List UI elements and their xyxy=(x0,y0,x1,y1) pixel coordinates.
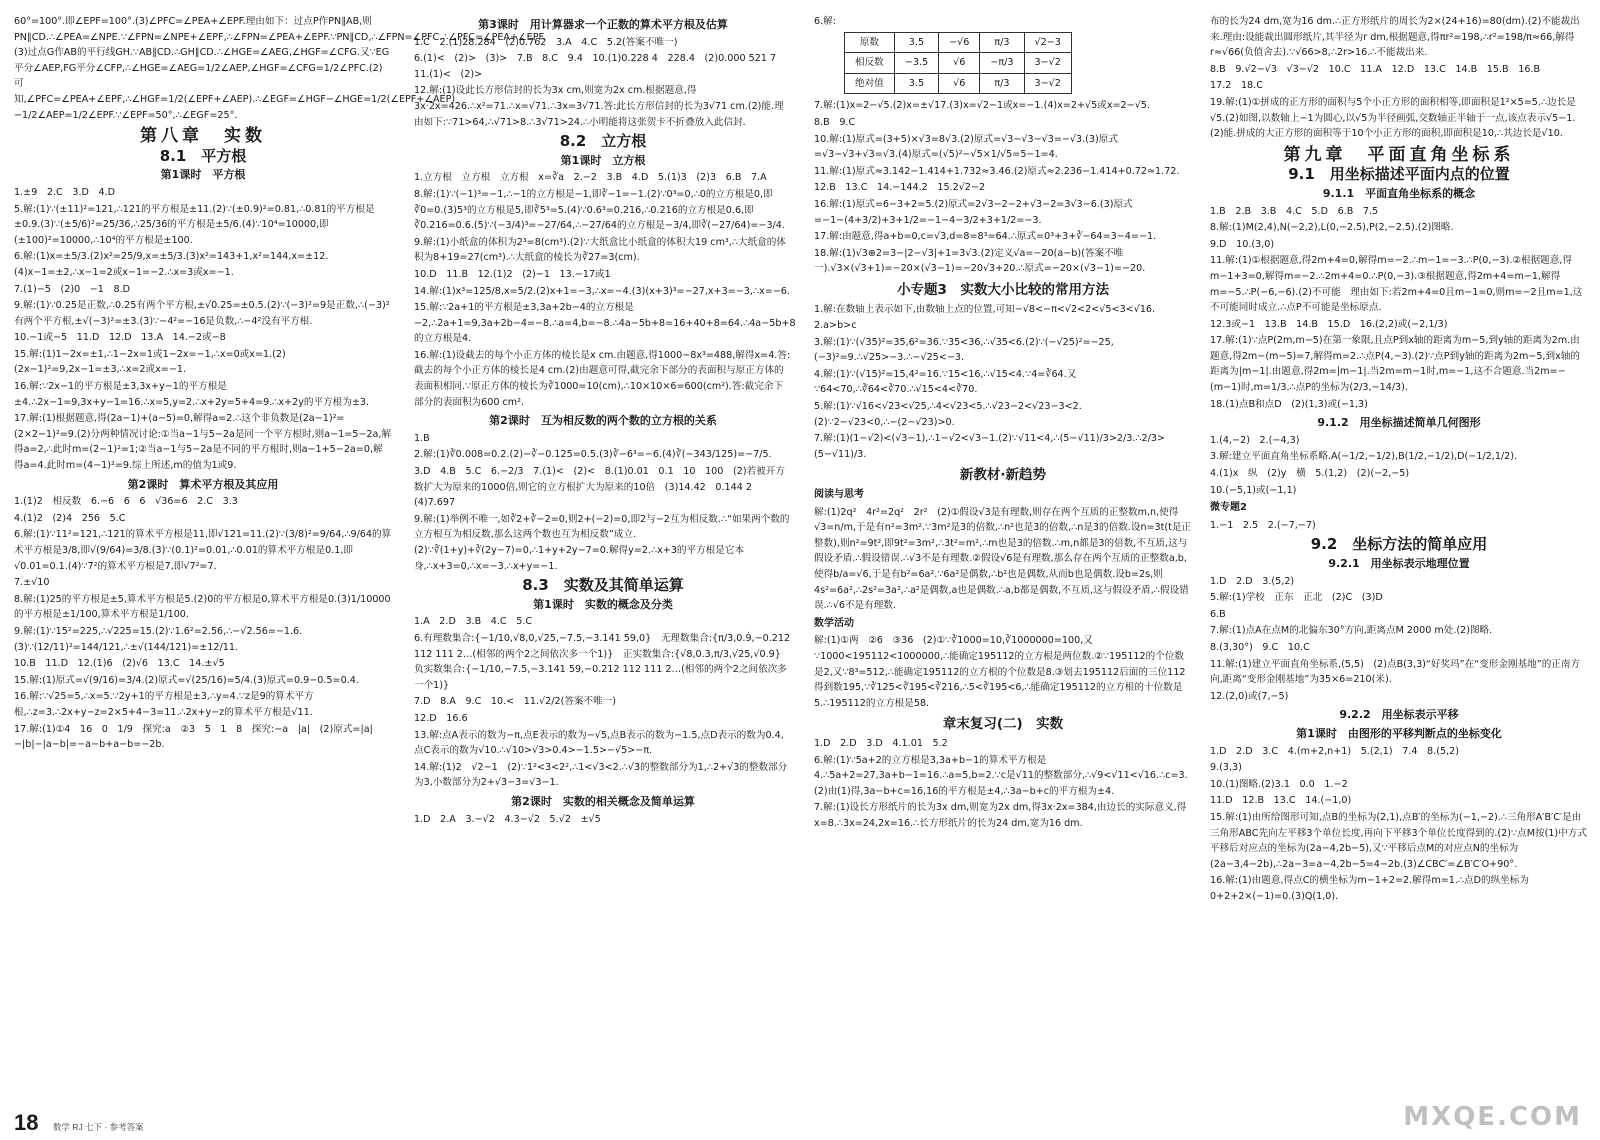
column-2 xyxy=(414,14,796,1094)
answer-paragraph: 10.−1或−5 11.D 12.D 13.A 14.−2或−8 xyxy=(14,332,226,344)
answer-paragraph: 布的长为24 dm,宽为16 dm.∴正方形纸片的周长为2×(24+16)=80(dm).(2)不能裁出来.理由:设能裁出圆形纸片,其半径为r dm,根据题意,得πr²=198,∴r²=198/π≈66,解得r≈√66(负值舍去).∵√66>8,∴2r>16.∴不能裁出来. xyxy=(1210,16,1580,59)
answer-paragraph: 1.D 2.D 3.(5,2) xyxy=(1210,575,1295,587)
answer-paragraph: 11.解:(1)建立平面直角坐标系,(5,5) (2)点B(3,3)“好奖玛”在“变形金刚基地”的正南方向,距离“变形金刚基地”为35×6=210(米). xyxy=(1210,658,1581,686)
answer-paragraph: 8.B 9.C xyxy=(814,116,856,128)
table-cell: 3−√2 xyxy=(1024,53,1071,74)
table-cell: 3.5 xyxy=(894,32,938,53)
answer-paragraph: 9.解:(1)∵0.25是正数,∴0.25有两个平方根,±√0.25=±0.5.(2)∵(−3)²=9是正数,∴(−3)²有两个平方根,±√(−3)²=±3.(3)∵−4²=−16是负数,∴−4²没有平方根. xyxy=(14,300,390,327)
answer-paragraph: 1.B xyxy=(414,432,430,444)
answer-paragraph: 15.解:(1)由所给图形可知,点B的坐标为(2,1),点B′的坐标为(−1,−2).∴三角形A′B′C′是由三角形ABC先向左平移3个单位长度,再向下平移3个单位长度得到的.(2)∵点M按(1)中方式平移后对应点的坐标为(2a−4,2b−5),又∵平移后点M的对应点N的坐标为(2a−3,4−2b),∴2a−3=a−4,2b−5=4−2b.(3)∠CBC′=∠B′C′O+90°. xyxy=(1210,811,1587,870)
topic-title: 章末复习(二) 实数 xyxy=(942,716,1064,733)
answer-paragraph: 17.解:由题意,得a+b=0,c=√3,d=8=8³=64.∴原式=0³+3+∛−64=3−4=−1. xyxy=(814,231,1157,243)
answer-paragraph: 10.(1)图略.(2)3.1 0.0 1.−2 xyxy=(1210,778,1348,790)
lesson-title: 第2课时 互为相反数的两个数的立方根的关系 xyxy=(489,414,717,428)
answer-paragraph: 4.(1)x 纵 (2)y 横 5.(1,2) (2)(−2,−5) xyxy=(1210,468,1410,480)
answer-paragraph: 15.解:(1)原式=√(9/16)=3/4.(2)原式=√(25/16)=5/4.(3)原式=0.9−0.5=0.4. xyxy=(14,674,359,686)
answer-paragraph: 13.解:点A表示的数为−π,点E表示的数为−√5,点B表示的数为−1.5,点D表示的数为0.4,点C表示的数为√10.∴√10>√3>0.4>−1.5>−√5>−π. xyxy=(414,729,784,757)
answer-paragraph: 1.D 2.A 3.−√2 4.3−√2 5.√2 ±√5 xyxy=(414,813,601,825)
table-row xyxy=(845,32,1072,53)
lesson-title: 第1课时 由图形的平移判断点的坐标变化 xyxy=(1296,726,1502,740)
answer-paragraph: 1.A 2.D 3.B 4.C 5.C xyxy=(414,616,533,628)
table-row xyxy=(845,73,1072,94)
answer-paragraph: 12.解:(1)设此长方形信封的长为3x cm,则宽为2x cm.根据题意,得3x·2x=426.∴x²=71.∴x=√71.∴3x=3√71.答:此长方形信封的长为3√71 cm.(2)能.理由如下:∵71>64,∴√71>8.∴3√71>24.∴小明能将这张贺卡不折叠放入此信封. xyxy=(414,85,784,128)
answer-paragraph: 1.立方根 立方根 立方根 x=∛a 2.−2 3.B 4.D 5.(1)3 (2)3 6.B 7.A xyxy=(414,172,767,184)
answer-paragraph: 18.(1)点B和点D (2)(1,3)或(−1,3) xyxy=(1210,398,1368,410)
column-3 xyxy=(814,14,1192,1094)
table-cell: √6 xyxy=(939,53,980,74)
watermark-logo: MXQE.COM xyxy=(1403,1102,1582,1132)
answer-paragraph: 6.(1)< (2)> (3)> 7.B 8.C 9.4 10.(1)0.228 4 228.4 (2)0.000 521 7 11.(1)< (2)> xyxy=(414,53,786,80)
table-cell: 原数 xyxy=(845,32,895,53)
answer-paragraph: 1.D 2.D 3.D 4.1.01 5.2 xyxy=(814,737,948,749)
answer-paragraph: 3.D 4.B 5.C 6.−2/3 7.(1)< (2)< 8.(1)0.01 0.1 10 100 (2)若被开方数扩大为原来的1000倍,则它的立方根扩大为原来的10倍 (3)14.42 0.144 2 (4)7.697 xyxy=(414,466,785,509)
answer-paragraph: 9.解:(1)举例不唯一,如∛2+∛−2=0,则2+(−2)=0,即2与−2互为相反数.∴“如果两个数的立方根互为相反数,那么这两个数也互为相反数”成立.(2)∵∛(1+y)+∛(2y−7)=0,∴1+y+2y−7=0.解得y=2.∴x+3的平方根是它本身,∴x+3=0,∴x=−3.∴x+y=−1. xyxy=(414,513,790,572)
answer-paragraph: 9.D 10.(3,0) xyxy=(1210,238,1275,250)
chapter-title: 第九章 平面直角坐标系 xyxy=(1283,144,1515,165)
answer-paragraph: 6.解:(1)∵5a+2的立方根是3,3a+b−1的算术平方根是4.∴5a+2=27,3a+b−1=16.∴a=5,b=2.∵c是√11的整数部分,∴√9<√11<√16.∴c=3.(2)由(1)得,3a−b+c=16,16的平方根是±4,∴3a−b+c的平方根为±4. xyxy=(814,754,1188,797)
page-number: 18 xyxy=(14,1110,39,1135)
lesson-title: 9.1.1 平面直角坐标系的概念 xyxy=(1322,186,1476,200)
answer-paragraph: 9.解:(1)∵15²=225,∴√225=15.(2)∵1.6²=2.56,∴−√2.56=−1.6.(3)∵(12/11)²=144/121,∴±√(144/121)=±12/11. xyxy=(14,625,303,653)
section-title: 9.1 用坐标描述平面内点的位置 xyxy=(1288,165,1510,184)
lesson-title: 第2课时 算术平方根及其应用 xyxy=(127,477,279,491)
answer-paragraph: 3.解:建立平面直角坐标系略.A(−1/2,−1/2),B(1/2,−1/2),D(−1/2,1/2). xyxy=(1210,451,1518,463)
answer-paragraph: 16.解:∵2x−1的平方根是±3,3x+y−1的平方根是±4.∴2x−1=9,3x+y−1=16.∴x=5,y=2.∴x+2y=5+4=9.∴x+2y的平方根为±3. xyxy=(14,381,370,408)
answer-paragraph: 1.(1)2 相反数 6.−6 6 6 √36=6 2.C 3.3 xyxy=(14,496,238,508)
answer-paragraph: 1.D 2.D 3.C 4.(m+2,n+1) 5.(2,1) 7.4 8.(5,2) xyxy=(1210,745,1459,757)
table-cell: π/3 xyxy=(980,73,1024,94)
answer-paragraph: 9.解:(1)小纸盒的体积为2³=8(cm³).(2)∵大纸盒比小纸盒的体积大19 cm³,∴大纸盒的体积为8+19=27(cm³).∴大纸盒的棱长为∛27=3(cm). xyxy=(414,236,786,264)
section-title: 9.2 坐标方法的简单应用 xyxy=(1310,535,1488,554)
answer-paragraph: 5.解:(1)学校 正东 正北 (2)C (3)D xyxy=(1210,592,1383,604)
answer-paragraph: 11.D 12.B 13.C 14.(−1,0) xyxy=(1210,795,1352,807)
lesson-title: 第2课时 实数的相关概念及简单运算 xyxy=(511,794,695,808)
answer-paragraph: 19.解:(1)①拼成的正方形的面积与5个小正方形的面积相等,即面积是1²×5=5.∴边长是√5.(2)如图,以数轴上−1为圆心,以√5为半径画弧,交数轴正半轴于一点,该点表示√5−1.(2)能.拼成的大正方形的面积等于10个小正方形的面积,即面积是10,∴其边长是√10. xyxy=(1210,96,1576,140)
answer-paragraph: 2.a>b>c xyxy=(814,320,857,332)
answer-paragraph: 4.解:(1)∵(√15)²=15,4²=16.∵15<16,∴√15<4.∵4=∛64.又∵64<70,∴∛64<∛70.∴√15<4<∛70. xyxy=(814,368,1077,396)
table-cell: −3.5 xyxy=(894,53,938,74)
answer-paragraph: 10.(−5,1)或(−1,1) xyxy=(1210,484,1297,496)
topic-title: 小专题3 实数大小比较的常用方法 xyxy=(897,281,1109,298)
lesson-title: 9.1.2 用坐标描述简单几何图形 xyxy=(1317,416,1481,430)
answer-paragraph: 12.(2,0)或(7,−5) xyxy=(1210,690,1289,702)
footer-caption: 数学 RJ 七下 · 参考答案 xyxy=(52,1122,144,1132)
section-title: 8.2 立方根 xyxy=(559,132,647,151)
answer-paragraph: 解:(1)2q² 4r²=2q² 2r² (2)①假设√3是有理数,则存在两个互质的正整数m,n,使得√3=n/m,于是有n²=3m².∵3m²是3的倍数,∴n²也是3的倍数,∴n是3的倍数.设n=3t(t是正整数),则n²=9t²,即9t²=3m²,∴3t²=m²,∴m也是3的倍数.∴m,n都是3的倍数,不互质,这与假设矛盾.∴假设错误.∴√3不是有理数.②假设√6是有理数,那么存在两个互质的正整数a,b,使得b/a=√6,于是有b²=6a².∵6a²是偶数,∴b²也是偶数,从而b也是偶数.设b=2s,则4s²=6a²,∴2s²=3a²,∴a²是偶数,a也是偶数.∴a,b都是偶数,不互质,这与假设矛盾,∴假设错误.∴√6不是有理数. xyxy=(814,506,1192,612)
page-footer xyxy=(14,1110,144,1136)
table-row xyxy=(845,53,1072,74)
subsection-label: 数学活动 xyxy=(814,617,854,629)
answer-paragraph: 10.B 11.D 12.(1)6 (2)√6 13.C 14.±√5 xyxy=(14,658,225,670)
answer-table xyxy=(844,32,1072,95)
answer-paragraph: 8.解:(1)25的平方根是±5,算术平方根是5.(2)0的平方根是0,算术平方根是0.(3)1/10000的平方根是±1/100,算术平方根是1/100. xyxy=(14,593,391,621)
answer-paragraph: 12.D 16.6 xyxy=(414,712,468,724)
answer-paragraph: 15.解:(1)1−2x=±1,∴1−2x=1或1−2x=−1,∴x=0或x=1.(2)(2x−1)²=9,2x−1=±3,∴x=2或x=−1. xyxy=(14,348,286,376)
answer-paragraph: 7.解:(1)点A在点M的北偏东30°方向,距离点M 2000 m处.(2)图略. xyxy=(1210,625,1493,637)
answer-paragraph: 16.解:(1)原式=6−3+2=5.(2)原式=2√3−2−2+√3−2=3√3−6.(3)原式=−1−(4+3/2)+3+1/2=−1−4−3/2+3+1/2=−3. xyxy=(814,198,1133,226)
answer-paragraph: 1.(4,−2) 2.(−4,3) xyxy=(1210,434,1300,446)
answer-paragraph: 8.解:(1)∵(−1)³=−1,∴−1的立方根是−1,即∛−1=−1.(2)∵0³=0,∴0的立方根是0,即∛0=0.(3)5³的立方根是5,即∛5³=5.(4)∵0.6³=0.216,∴0.216的立方根是0.6,即∛0.216=0.6.(5)∵(−3/4)³=−27/64,∴−27/64的立方根是−3/4,即∛(−27/64)=−3/4. xyxy=(414,188,785,232)
answer-paragraph: 8.解:(1)M(2,4),N(−2,2),L(0,−2.5),P(2,−2.5).(2)图略. xyxy=(1210,222,1454,234)
answer-paragraph: 1.−1 2.5 2.(−7,−7) xyxy=(1210,519,1316,531)
answer-paragraph: 8.B 9.√2−√3 √3−√2 10.C 11.A 12.D 13.C 14.B 15.B 16.B xyxy=(1210,63,1541,75)
lesson-title: 第1课时 平方根 xyxy=(160,168,246,182)
answer-paragraph: 2.解:(1)∛0.008=0.2.(2)−∛−0.125=0.5.(3)∛−6³=−6.(4)∛(−343/125)=−7/5. xyxy=(414,449,772,461)
answer-paragraph: 17.解:(1)根据题意,得(2a−1)+(a−5)=0,解得a=2.∴这个非负数是(2a−1)²=(2×2−1)²=9.(2)分两种情况讨论:①当a−1与5−2a是同一个平方根时,则a−1=5−2a,解得a=2,∴此时m=(2−1)²=1;②当a−1与5−2a是不同的平方根时,则a−1+5−2a=0,解得a=4.此时m=(4−1)²=9.综上所述,m的值为1或9. xyxy=(14,413,392,472)
answer-paragraph: 7.解:(1)设长方形纸片的长为3x dm,则宽为2x dm,得3x·2x=384,由边长的实际意义,得x=8.∴3x=24,2x=16.∴长方形纸片的长为24 dm,宽为16 dm. xyxy=(814,802,1187,829)
answer-paragraph: 5.解:(1)∵(±11)²=121,∴121的平方根是±11.(2)∵(±0.9)²=0.81,∴0.81的平方根是±0.9.(3)∵(±5/6)²=25/36,∴25/36的平方根是±5/6.(4)∵10⁴=10000,即(±100)²=10000,∴10⁴的平方根是±100. xyxy=(14,203,375,246)
answer-paragraph: 6.解: xyxy=(814,16,836,27)
answer-paragraph: 1.B 2.B 3.B 4.C 5.D 6.B 7.5 xyxy=(1210,205,1379,217)
subsection-label: 微专题2 xyxy=(1210,502,1247,514)
answer-paragraph: 17.解:(1)①4 16 0 1/9 探究:a ②3 5 1 8 探究:−a |a| (2)原式=|a|−|b|−|a−b|=−a−b+a−b=−2b. xyxy=(14,723,373,751)
topic-title: 新教材·新趋势 xyxy=(959,467,1047,484)
answer-paragraph: 3.解:(1)∵(√35)²=35,6²=36.∵35<36,∴√35<6.(2)∵(−√25)²=−25,(−3)²=9.∴√25>−3.∴−√25<−3. xyxy=(814,336,1114,364)
answer-paragraph: 4.(1)2 (2)4 256 5.C xyxy=(14,512,126,524)
answer-paragraph: 10.D 11.B 12.(1)2 (2)−1 13.−17或1 xyxy=(414,268,611,280)
lesson-title: 第3课时 用计算器求一个正数的算术平方根及估算 xyxy=(478,18,728,31)
answer-paragraph: 18.解:(1)√3⊕2=3−|2−√3|+1=3√3.(2)定义√a=−20(a−b)(答案不唯一).√3×(√3+1)=−20×(√3−1)=−20√3+20.∴原式=−20×(√3−1)=−20. xyxy=(814,247,1146,275)
table-cell: 绝对值 xyxy=(845,73,895,94)
answer-paragraph: 解:(1)①两 ②6 ③36 (2)①∵∛1000=10,∛1000000=100,又∵1000<195112<1000000,∴能确定195112的立方根是两位数.②∵195112的个位数是2,又∵8³=512,∴能确定195112的立方根的个位数是8.③划去195112后面的三位112得到数195,∵∛125<∛195<∛216,∴5<∛195<6,∴能确定195112的立方根的十位数是5.∴195112的立方根是58. xyxy=(814,635,1186,709)
answer-paragraph: 14.解:(1)x³=125/8,x=5/2.(2)x+1=−3,∴x=−4.(3)(x+3)³=−27,x+3=−3,∴x=−6. xyxy=(414,285,790,297)
answer-paragraph: 7.(1)−5 (2)0 −1 8.D xyxy=(14,283,131,295)
answer-paragraph: 7.解:(1)(1−√2)<(√3−1),∴1−√2<√3−1.(2)∵√11<4,∴(5−√11)/3>2/3.∴2/3>(5−√11)/3. xyxy=(814,433,1165,460)
answer-paragraph: 6.有理数集合:{−1/10,√8,0,√25,−7.5,−3.141 59,0} 无理数集合:{π/3,0.9̇,−0.212 112 111 2…(相邻的两个2之间依次多一个1)} 正实数集合:{√8,0.3,π/3,√25,√0.9} 负实数集合:{−1/10,−7.5,−3.141 59,−0.212 112 111 2…(相邻的两个2之间依次多一个1)} xyxy=(414,632,791,691)
chapter-title: 第八章 实数 xyxy=(140,126,266,147)
answer-paragraph: 9.(3,3) xyxy=(1210,762,1242,774)
lesson-title: 9.2.2 用坐标表示平移 xyxy=(1339,708,1459,722)
table-cell: √2−3 xyxy=(1024,32,1071,53)
answer-paragraph: 7.解:(1)x=2−√5.(2)x=±√17.(3)x=√2−1或x=−1.(4)x=2+√5或x=2−√5. xyxy=(814,100,1150,112)
answer-paragraph: 1.C 2.(1)28.284 (2)0.762 3.A 4.C 5.2(答案不唯一) xyxy=(414,36,678,48)
answer-paragraph: 15.解:∵2a+1的平方根是±3,3a+2b−4的立方根是−2,∴2a+1=9,3a+2b−4=−8.∴a=4,b=−8.∴4a−5b+8=16+40+8=64.∴4a−5b+8的立方根是4. xyxy=(414,302,796,345)
section-title: 8.3 实数及其简单运算 xyxy=(522,576,684,595)
answer-paragraph: 10.解:(1)原式=(3+5)×√3=8√3.(2)原式=√3−√3−√3=−√3.(3)原式=√3−√3+√3=√3.(4)原式=(√5)²−√5×1/√5=5−1=4. xyxy=(814,133,1118,161)
column-4 xyxy=(1210,14,1588,1094)
answer-paragraph: 11.解:(1)①根据题意,得2m+4=0,解得m=−2.∴m−1=−3.∴P(0,−3).②根据题意,得m−1+3=0,解得m=−2.∴2m+4=0.∴P(0,−3).③根据题意,得2m+4=m−1,解得m=−5.∴P(−6,−6).(2)不可能 理由如下:若2m+4=0且m−1=0,则m=−2且m=1,这不可能同时成立.∴点P不可能是坐标原点. xyxy=(1210,255,1583,314)
subsection-label: 阅读与思考 xyxy=(814,489,864,501)
table-cell: 3−√2 xyxy=(1024,73,1071,94)
answer-paragraph: 17.解:(1)∵点P(2m,m−5)在第一象限,且点P到x轴的距离为m−5,到y轴的距离为2m.由题意,得2m−(m−5)=7,解得m=2.∴点P(4,−3).(2)∵点P到y轴的距离为2m−5,到x轴的距离为|m−1|.由题意,得2m=|m−1|.当2m=m−1时,m=−1,这不合题意.当2m=−(m−1)时,m=1/3.∴点P的坐标为(2/3,−14/3). xyxy=(1210,335,1580,394)
section-title: 8.1 平方根 xyxy=(159,146,247,165)
answer-paragraph: 1.解:在数轴上表示如下,由数轴上点的位置,可知−√8<−π<√2<2<√5<3<√16. xyxy=(814,303,1156,315)
answer-paragraph: 11.解:(1)原式≈3.142−1.414+1.732≈3.46.(2)原式≈2.236−1.414+0.72≈1.72. xyxy=(814,165,1180,177)
answer-paragraph: 7.±√10 xyxy=(14,577,50,589)
answer-paragraph: 17.2 18.C xyxy=(1210,80,1263,92)
table-cell: −√6 xyxy=(939,32,980,53)
answer-paragraph: 16.解:(1)由题意,得点C的横坐标为m−1+2=2.解得m=1.∴点D的纵坐标为0+2+2×(−1)=0.(3)Q(1,0). xyxy=(1210,875,1529,902)
answer-paragraph: 6.B xyxy=(1210,608,1226,620)
table-cell: √6 xyxy=(939,73,980,94)
answer-paragraph: 1.±9 2.C 3.D 4.D xyxy=(14,186,116,198)
answer-paragraph: 16.解:(1)设截去的每个小正方体的棱长是x cm.由题意,得1000−8x³=488,解得x=4.答:截去的每个小正方体的棱长是4 cm.(2)由题意可得,截完余下部分的表面积与原正方体的表面积相同.∵原正方体的棱长为∛1000=10(cm),∴10×10×6=600(cm²).答:截完余下部分的表面积为600 cm². xyxy=(414,349,791,408)
lesson-title: 9.2.1 用坐标表示地理位置 xyxy=(1328,557,1470,570)
table-cell: −π/3 xyxy=(980,53,1024,74)
lesson-title: 第1课时 实数的概念及分类 xyxy=(533,597,673,611)
table-cell: π/3 xyxy=(980,32,1024,53)
answer-paragraph: 16.解:∵√25=5,∴x=5.∵2y+1的平方根是±3,∴y=4.∵z是9的算术平方根,∴z=3.∴2x+y−z=2×5+4−3=11.∴2x+y−z的算术平方根是√11. xyxy=(14,691,314,718)
answer-paragraph: 12.B 13.C 14.−144.2 15.2√2−2 xyxy=(814,182,986,194)
answer-paragraph: 7.D 8.A 9.C 10.< 11.√2/2(答案不唯一) xyxy=(414,696,617,708)
answer-paragraph: 6.解:(1)x=±5/3.(2)x²=25/9,x=±5/3.(3)x²=143+1,x²=144,x=±12.(4)x−1=±2,∴x−1=2或x−1=−2.∴x=3或x=−1. xyxy=(14,251,329,278)
answer-paragraph: 6.解:(1)∵11²=121,∴121的算术平方根是11,即√121=11.(2)∵(3/8)²=9/64,∴9/64的算术平方根是3/8,即√(9/64)=3/8.(3)∵(0.1)²=0.01,∴0.01的算术平方根是0.1,即√0.01=0.1.(4)∵7²的算术平方根是7,即√7²=7. xyxy=(14,529,392,572)
answer-paragraph: 14.解:(1)2 √2−1 (2)∵1²<3<2²,∴1<√3<2.∴√3的整数部分为1,∴2+√3的整数部分为3,小数部分为2+√3−3=√3−1. xyxy=(414,761,788,789)
answer-paragraph: 60°=100°.即∠EPF=100°.(3)∠PFC=∠PEA+∠EPF.理由如下：过点P作PN∥AB,则PN∥CD.∴∠PEA=∠NPE.∵∠FPN=∠NPE+∠EPF,∴∠FPN=∠PEA+∠EPF.∵PN∥CD,∴∠FPN=∠PFC.∴∠PFC=∠PEA+∠EPF.(3)过点G作AB的平行线GH.∵AB∥CD.∴GH∥CD.∴∠HGE=∠AEG,∠HGF=∠CFG.又∵EG平分∠AEP,FG平分∠CFP,∴∠HGE=∠AEG=1/2∠AEP,∠HGF=∠CFG=1/2∠PFC.(2)可知,∠PFC=∠PEA+∠EPF,∴∠HGF=1/2(∠EPF+∠AEP).∴∠EGF=∠HGF−∠HGE=1/2(∠EPF+∠AEP)−1/2∠AEP=1/2∠EPF.∵∠EPF=50°,∴∠EGF=25°. xyxy=(14,16,546,121)
answer-paragraph: 5.解:(1)∵√16<√23<√25,∴4<√23<5.∴√23−2<√23−3<2.(2)∵2−√23<0,∴−(2−√23)>0. xyxy=(814,401,1082,428)
answer-paragraph: 12.3或−1 13.B 14.B 15.D 16.(2,2)或(−2,1/3) xyxy=(1210,318,1448,330)
table-cell: 相反数 xyxy=(845,53,895,74)
table-cell: 3.5 xyxy=(894,73,938,94)
lesson-title: 第1课时 立方根 xyxy=(560,153,646,167)
answer-paragraph: 8.(3,30°) 9.C 10.C xyxy=(1210,641,1310,653)
